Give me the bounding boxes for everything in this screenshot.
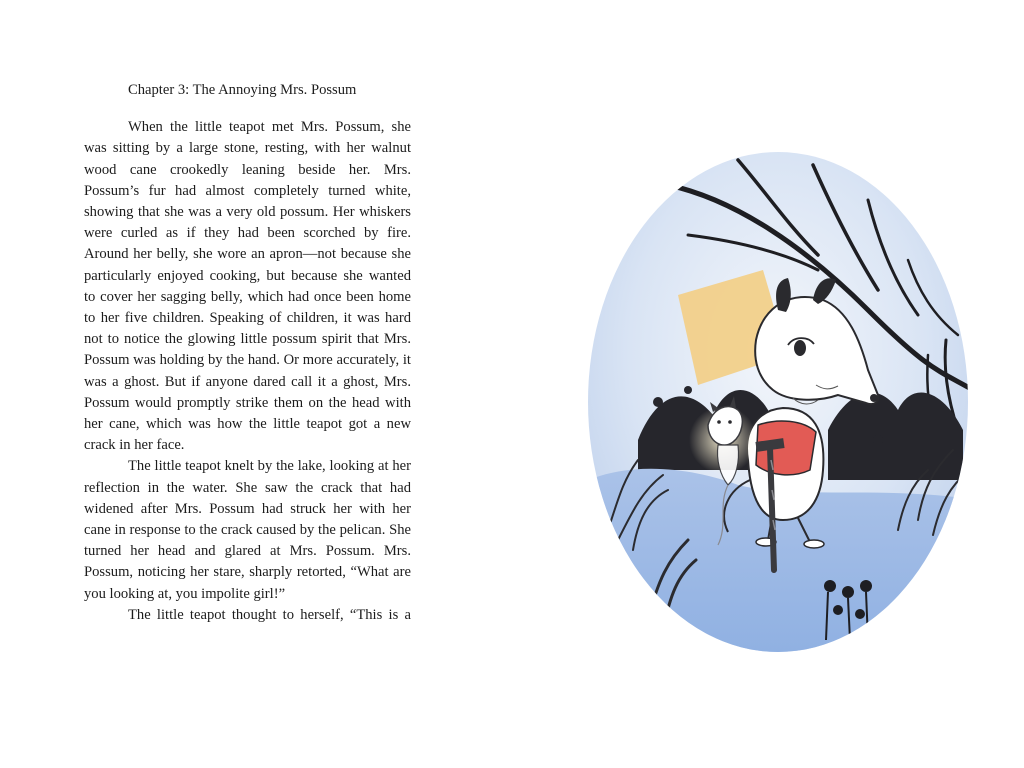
possum-illustration [578,140,978,660]
paragraph: The little teapot thought to herself, “This is a [128,606,411,623]
paragraph: When the little teapot met Mrs. Possum, she was sitting by a large stone, resting, with her walnut wood cane crookedly leaning beside her. Mrs. Possum’s fur had almost completely turned white, showing that she was a very old possum. Her whiskers were curled as if they had been scorched by fire. Around her belly, she wore an apron—not because she particularly enjoyed cooking, but because she wanted to cover her sagging belly, which had once been home to her five children. Speaking of children, it was hard not to notice the glowing little possum spirit that Mrs. Possum was holding by the hand. Or more accurately, it was a ghost. But if anyone dared call it a ghost, Mrs. Possum would promptly strike them on the head with her cane, which was how the little teapot got a new crack in her face. [84,119,411,454]
paragraph: The little teapot knelt by the lake, looking at her reflection in the water. She saw the crack that had widened after Mrs. Possum had struck her with her cane in response to the crack caused by the pelican. She turned her head and glared at Mrs. Possum. Mrs. Possum, noticing her stare, sharply retorted, “What are you looking at, you impolite girl!” [84,458,411,602]
illustration-art [578,140,978,660]
text-column [84,80,411,626]
chapter-title: Chapter 3: The Annoying Mrs. Possum [128,82,357,98]
